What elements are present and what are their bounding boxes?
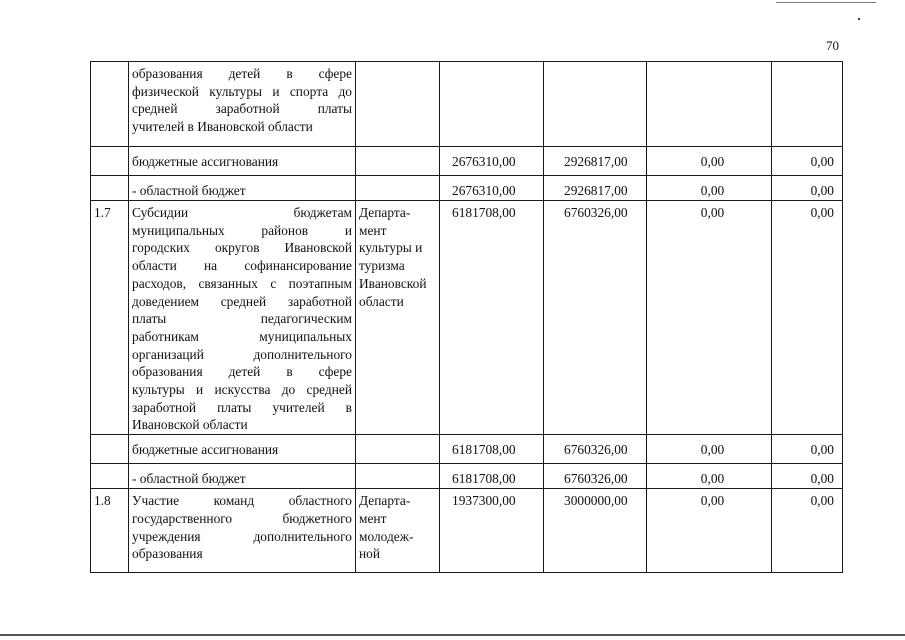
amount-cell: 2926817,00 [544, 147, 647, 176]
table-row [91, 435, 843, 464]
executor-line: области [359, 293, 404, 309]
description-line: - областной бюджет [132, 183, 246, 198]
amount-cell: 0,00 [772, 176, 843, 201]
row-executor [356, 62, 440, 147]
description-line: средней заработной платы [132, 101, 352, 117]
amount-cell: 2676310,00 [440, 176, 544, 201]
executor-line: мент [359, 222, 387, 238]
table-row [91, 147, 843, 176]
description-line: культуры и искусства до средней [132, 382, 352, 398]
executor-line: туризма [359, 258, 405, 274]
row-description [129, 489, 356, 573]
amount-cell: 0,00 [647, 176, 772, 201]
description-line: платы педагогическим [132, 311, 352, 327]
description-line: физической культуры и спорта до [132, 83, 352, 99]
table-row [91, 201, 843, 435]
description-line: бюджетные ассигнования [132, 442, 279, 458]
page-number: 70 [826, 38, 839, 53]
scan-mark-top [776, 2, 876, 3]
scan-mark-dot [858, 18, 860, 20]
row-description [129, 201, 356, 435]
amount-cell: 6760326,00 [544, 464, 647, 489]
amount-cell: 0,00 [772, 489, 843, 573]
row-number: 1.7 [91, 201, 129, 435]
amount-cell: 0,00 [647, 464, 772, 489]
amount-cell: 6760326,00 [544, 201, 647, 435]
amount-cell: 6181708,00 [440, 464, 544, 489]
description-line: области на софинансирование [132, 258, 352, 274]
row-number [91, 147, 129, 176]
description-line: работникам муниципальных [132, 328, 352, 344]
description-line: бюджетные ассигнования [132, 154, 279, 169]
description-line: образования детей в сфере [132, 364, 352, 380]
row-number [91, 176, 129, 201]
description-line: заработной платы учителей в [132, 399, 352, 415]
row-number [91, 464, 129, 489]
amount-cell: 2676310,00 [440, 147, 544, 176]
amount-cell: 1937300,00 [440, 489, 544, 573]
description-line: Субсидии бюджетам [132, 205, 352, 220]
executor-line: мент [359, 510, 387, 526]
row-executor [356, 464, 440, 489]
amount-cell: 2926817,00 [544, 176, 647, 201]
executor-line: культуры и [359, 240, 423, 256]
row-number [91, 435, 129, 464]
description-line: организаций дополнительного [132, 346, 352, 362]
scan-mark-bottom [0, 634, 905, 636]
amount-cell: 0,00 [772, 147, 843, 176]
row-description [129, 62, 356, 147]
table-row [91, 176, 843, 201]
row-description [129, 435, 356, 464]
description-line: городских округов Ивановской [132, 240, 352, 256]
row-executor [356, 435, 440, 464]
description-line: учреждения дополнительного [132, 528, 352, 544]
row-number: 1.8 [91, 489, 129, 573]
description-line: государственного бюджетного [132, 510, 352, 526]
row-executor [356, 201, 440, 435]
table-row [91, 62, 843, 147]
description-line: учителей в Ивановской области [132, 119, 313, 135]
row-executor [356, 489, 440, 573]
row-executor [356, 147, 440, 176]
executor-line: молодеж- [359, 528, 414, 544]
amount-cell: 0,00 [772, 201, 843, 435]
description-line: - областной бюджет [132, 471, 246, 487]
description-line: Участие команд областного [132, 493, 352, 509]
amount-cell [544, 62, 647, 147]
executor-line: Ивановской [359, 275, 427, 291]
amount-cell: 6181708,00 [440, 435, 544, 464]
amount-cell [647, 62, 772, 147]
description-line: доведением средней заработной [132, 293, 352, 309]
description-line: расходов, связанных с поэтапным [132, 275, 352, 291]
description-line: муниципальных районов и [132, 222, 352, 238]
executor-line: ной [359, 546, 381, 562]
executor-line: Департа- [359, 205, 411, 220]
amount-cell: 3000000,00 [544, 489, 647, 573]
amount-cell: 0,00 [647, 201, 772, 435]
row-description [129, 464, 356, 489]
budget-table [90, 61, 843, 573]
amount-cell: 6760326,00 [544, 435, 647, 464]
amount-cell [440, 62, 544, 147]
amount-cell: 0,00 [772, 435, 843, 464]
table-row [91, 464, 843, 489]
amount-cell: 0,00 [647, 435, 772, 464]
amount-cell: 0,00 [772, 464, 843, 489]
amount-cell [772, 62, 843, 147]
row-description [129, 176, 356, 201]
amount-cell: 6181708,00 [440, 201, 544, 435]
row-description [129, 147, 356, 176]
row-number [91, 62, 129, 147]
description-line: образования детей в сфере [132, 66, 352, 81]
description-line: Ивановской области [132, 417, 248, 433]
executor-line: Департа- [359, 493, 411, 509]
description-line: образования [132, 546, 203, 562]
amount-cell: 0,00 [647, 489, 772, 573]
amount-cell: 0,00 [647, 147, 772, 176]
row-executor [356, 176, 440, 201]
table-row [91, 489, 843, 573]
